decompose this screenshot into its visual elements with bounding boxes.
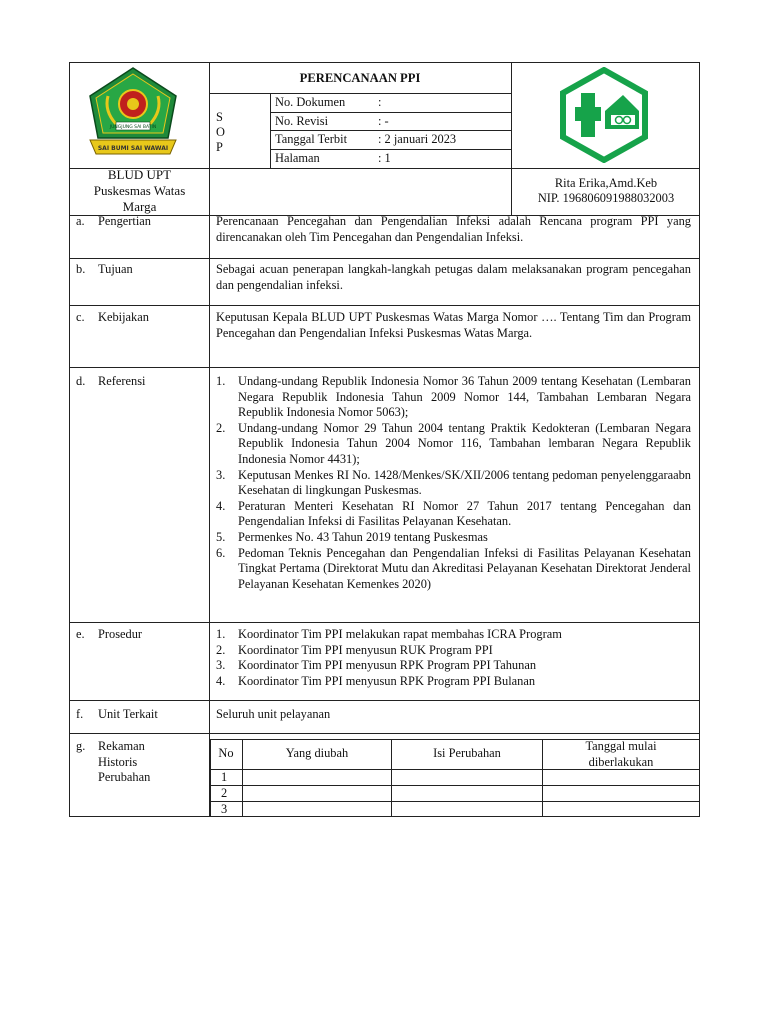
section-g-letter: g.	[76, 739, 86, 753]
history-header-isi-perubahan: Isi Perubahan	[433, 746, 501, 760]
history-header-yang-diubah: Yang diubah	[285, 746, 349, 760]
meta-label-halaman: Halaman	[275, 151, 320, 165]
meta-label-tanggal-terbit: Tanggal Terbit	[275, 132, 348, 146]
section-a-text: Perencanaan Pencegahan dan Pengendalian Infeksi adalah Rencana program PPI yang direncanakan oleh Tim Pencegahan dan Pengendalian Infeksi.	[216, 214, 691, 244]
sop-letter-s: S	[216, 110, 223, 124]
table-row-1-no: 1	[221, 770, 228, 784]
table-row-3-no: 3	[221, 802, 228, 816]
list-item: 4. Koordinator Tim PPI menyusun RPK Program PPI Bulanan	[216, 673, 536, 688]
meta-value-halaman: : 1	[378, 151, 391, 165]
logo-banner-text: JUNGJUNG SAI BATIN	[109, 125, 157, 130]
list-item: 5. Permenkes No. 43 Tahun 2019 tentang Puskesmas	[216, 529, 488, 544]
section-f-letter: f.	[76, 707, 84, 721]
meta-value-no-dokumen: :	[378, 95, 382, 109]
section-b-letter: b.	[76, 262, 86, 276]
meta-label-no-revisi: No. Revisi	[275, 114, 329, 128]
section-c-text: Keputusan Kepala BLUD UPT Puskesmas Watas Marga Nomor …. Tentang Tim dan Program Pencegahan dan Pengendalian Infeksi Puskesmas Watas Marga.	[216, 310, 691, 340]
section-g-label: Rekaman Historis Perubahan	[98, 739, 151, 785]
list-item: 2. Undang-undang Nomor 29 Tahun 2004 tentang Praktik Kedokteran (Lembaran Negara Republik Indonesia Tahun 2004 Nomor 116, Tambahan lembaran Negara Republik Indonesia Nomor 4431);	[216, 420, 691, 466]
section-e-label: Prosedur	[98, 627, 143, 641]
list-item: 2. Koordinator Tim PPI menyusun RUK Program PPI	[216, 642, 493, 657]
list-item: 1. Undang-undang Republik Indonesia Nomor 36 Tahun 2009 tentang Kesehatan (Lembaran Negara Republik Indonesia Tahun 2009 Nomor 144, Tambahan Lembaran Negara Republik Indonesia Nomor 5063);	[216, 374, 691, 420]
puskesmas-logo	[557, 67, 651, 163]
section-a-label: Pengertian	[98, 214, 151, 228]
list-item: 4. Peraturan Menteri Kesehatan RI Nomor 27 Tahun 2017 tentang Pencegahan dan Pengendalian Infeksi di Fasilitas Pelayanan Kesehatan.	[216, 498, 691, 529]
sop-letter-o: O	[216, 125, 225, 139]
history-header-tanggal: Tanggal mulai diberlakukan	[585, 739, 657, 769]
meta-label-no-dokumen: No. Dokumen	[275, 95, 346, 109]
table-row-2-no: 2	[221, 786, 228, 800]
section-c-label: Kebijakan	[98, 310, 149, 324]
sop-letter-p: P	[216, 140, 223, 154]
signer-name: Rita Erika,Amd.Keb	[554, 176, 658, 190]
org-name-line2: Puskesmas Watas Marga	[93, 183, 186, 214]
meta-value-no-revisi: : -	[378, 114, 389, 128]
list-item: 6. Pedoman Teknis Pencegahan dan Pengendalian Infeksi di Fasilitas Pelayanan Kesehatan Tingkat Pertama (Direktorat Mutu dan Akreditasi Pelayanan Kesehatan Direktorat Jenderal Pelayanan Kesehatan Kemenkes 2020)	[216, 545, 691, 591]
list-item: 1. Koordinator Tim PPI melakukan rapat membahas ICRA Program	[216, 627, 562, 641]
section-a-letter: a.	[76, 214, 85, 228]
list-item: 3. Keputusan Menkes RI No. 1428/Menkes/SK/XII/2006 tentang pedoman penyelenggaraabn Kesehatan di lingkungan Puskesmas.	[216, 467, 691, 498]
procedure-list	[214, 627, 691, 689]
logo-ribbon-text: SAI BUMI SAI WAWAI	[97, 145, 169, 152]
list-item: 3. Koordinator Tim PPI menyusun RPK Program PPI Tahunan	[216, 658, 537, 673]
section-d-label: Referensi	[98, 374, 146, 388]
history-header-no: No	[218, 746, 234, 760]
org-name-line1: BLUD UPT	[107, 167, 172, 182]
section-e-letter: e.	[76, 627, 85, 641]
section-f-text: Seluruh unit pelayanan	[216, 707, 331, 721]
section-b-label: Tujuan	[98, 262, 133, 276]
document-title: PERENCANAAN PPI	[299, 71, 421, 85]
section-b-text: Sebagai acuan penerapan langkah-langkah petugas dalam melaksanakan program pencegahan dan pengendalian infeksi.	[216, 262, 691, 292]
reference-list	[214, 374, 691, 592]
signer-nip: NIP. 196806091988032003	[537, 191, 675, 205]
section-c-letter: c.	[76, 310, 85, 324]
meta-value-tanggal-terbit: : 2 januari 2023	[378, 132, 457, 146]
regency-logo	[86, 66, 180, 160]
section-d-letter: d.	[76, 374, 86, 388]
section-f-label: Unit Terkait	[98, 707, 158, 721]
